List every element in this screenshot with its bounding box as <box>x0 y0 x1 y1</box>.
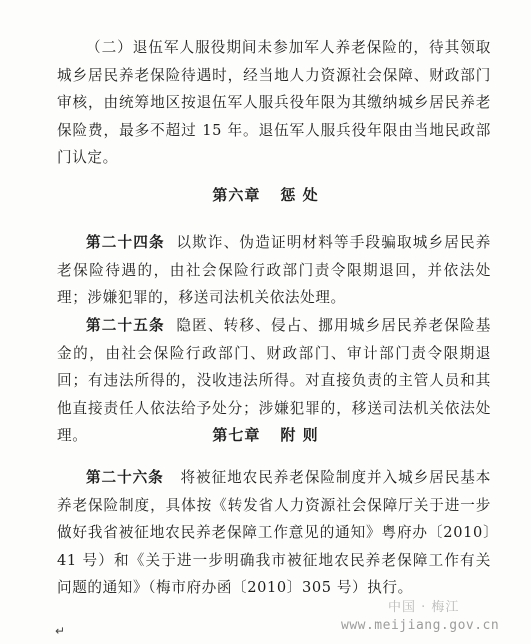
chapter-title: 惩 处 <box>280 186 319 204</box>
paragraph-return-mark: ↵ <box>55 624 66 638</box>
chapter-heading-penalties <box>0 184 531 205</box>
chapter-number: 第六章 <box>212 186 261 204</box>
article-26 <box>57 464 491 602</box>
article-24 <box>57 229 491 312</box>
watermark-url: www.meijiang.gov.cn <box>341 618 500 633</box>
chapter-heading-supplementary <box>0 424 531 445</box>
article-label: 第二十四条 <box>86 234 165 251</box>
article-text: 隐匿、转移、侵占、挪用城乡居民养老保险基金的，由社会保险行政部门、财政部门、审计部门责令限期退回；有违法所得的，没收违法所得。对直接负责的主管人员和其他直接责任人依法给予处分；涉嫌犯罪的，移送司法机关依法处理。 <box>57 317 491 444</box>
chapter-number: 第七章 <box>212 426 261 444</box>
article-label: 第二十六条 <box>86 469 164 486</box>
watermark-site-name: 中国 · 梅江 <box>388 600 460 615</box>
paragraph-text: （二）退伍军人服役期间未参加军人养老保险的，待其领取城乡居民养老保险待遇时，经当地人力资源社会保障、财政部门审核，由统筹地区按退伍军人服兵役年限为其缴纳城乡居民养老保险费，最多不超过 15 年。退伍军人服兵役年限由当地民政部门认定。 <box>57 39 491 166</box>
article-label: 第二十五条 <box>86 317 165 334</box>
article-text: 将被征地农民养老保险制度并入城乡居民基本养老保险制度，具体按《转发省人力资源社会保障厅关于进一步做好我省被征地农民养老保障工作意见的通知》粤府办〔2010〕41 号）和《关于进一步明确我市被征地农民养老保障工作有关问题的通知》（梅市府办函〔2010〕305 号）执行。 <box>57 469 491 596</box>
paragraph-veterans-clause <box>57 34 491 172</box>
article-text: 以欺诈、伪造证明材料等手段骗取城乡居民养老保险待遇的，由社会保险行政部门责令限期退回，并依法处理；涉嫌犯罪的，移送司法机关依法处理。 <box>57 234 491 306</box>
chapter-title: 附 则 <box>280 426 319 444</box>
